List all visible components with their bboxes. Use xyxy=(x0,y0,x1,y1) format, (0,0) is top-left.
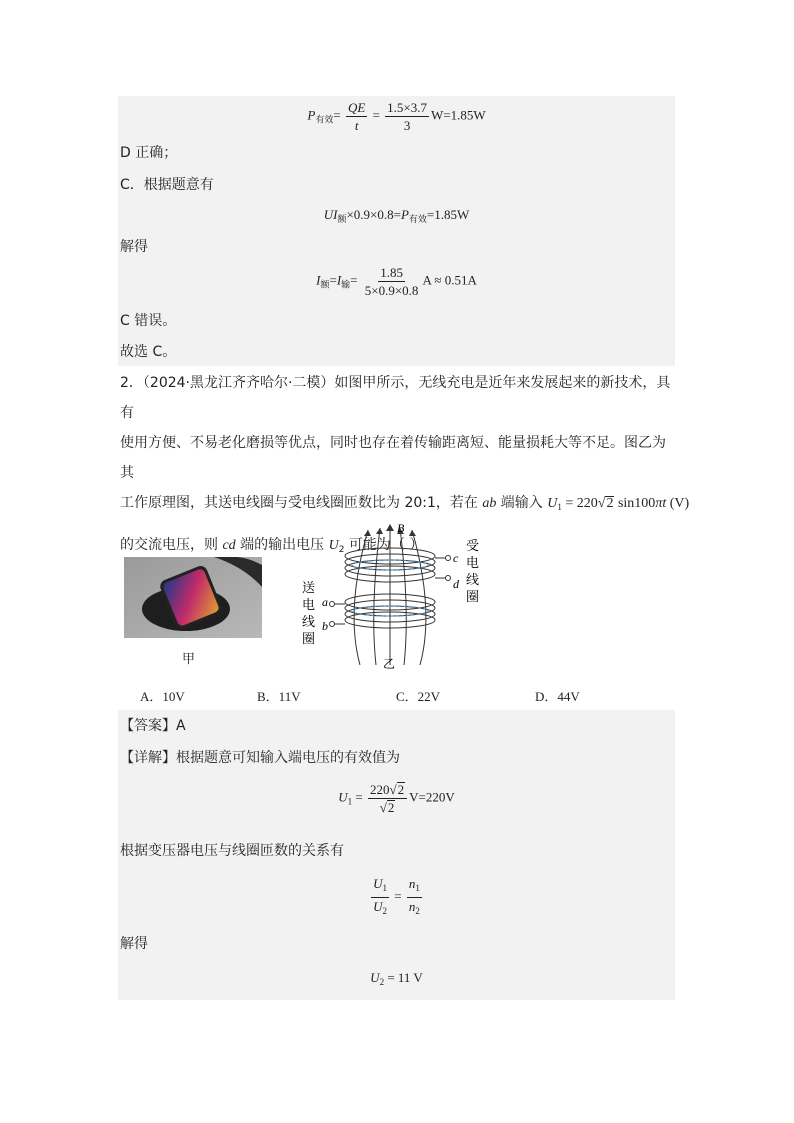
svg-text:电: 电 xyxy=(466,556,480,571)
svg-text:电: 电 xyxy=(302,598,316,613)
formula-current: $I_额=I_输=$ $\frac{1.85}{5\times 0.9\times 0.8}$ A ≈ 0.51A xyxy=(316,265,477,298)
d-correct-text: D 正确； xyxy=(120,145,178,161)
svg-text:c: c xyxy=(453,551,459,565)
svg-text:线: 线 xyxy=(466,573,480,588)
svg-text:乙: 乙 xyxy=(383,657,396,670)
svg-text:圈: 圈 xyxy=(302,632,316,647)
answer-line: 【答案】A xyxy=(120,718,186,734)
formula-u2: $U_2 = 11$ V xyxy=(370,970,423,987)
svg-text:线: 线 xyxy=(302,615,316,630)
svg-text:b: b xyxy=(322,619,328,633)
solve-text-1: 解得 xyxy=(120,239,148,255)
question-2-line-3: 工作原理图，其送电线圈与受电线圈匝数比为 20:1，若在 ab 端输入 $U_1 = 220√2$ sin100πt (V) xyxy=(120,495,690,512)
option-c[interactable]: C．22V xyxy=(396,689,441,704)
c-wrong-text: C 错误。 xyxy=(120,313,177,329)
question-2-line-2: 使用方便、不易老化磨损等优点，同时也存在着传输距离短、能量损耗大等不足。图乙为其 xyxy=(120,435,666,481)
svg-text:d: d xyxy=(453,577,459,591)
figure-yi-diagram xyxy=(290,520,490,670)
formula-ratio: $\frac{U_1}{U_2}$ = $\frac{n_1}{n_2}$ xyxy=(373,876,420,916)
option-d[interactable]: D．44V xyxy=(535,689,580,704)
choose-text: 故选 C。 xyxy=(120,344,177,360)
c-intro-text: C．根据题意有 xyxy=(120,177,214,193)
relation-text: 根据变压器电压与线圈匝数的关系有 xyxy=(120,843,344,859)
svg-text:受: 受 xyxy=(466,539,480,554)
question-2-line-4: 的交流电压，则 cd 端的输出电压 $U_2$ 可能为（ ） xyxy=(120,537,424,555)
svg-text:圈: 圈 xyxy=(466,590,480,605)
solve-text-2: 解得 xyxy=(120,936,148,952)
formula-power: $P_{有效}=$ $\frac{QE}{t}$ = $\frac{1.5\times 3.7}{3}$ W=1.85W xyxy=(307,100,486,133)
option-a[interactable]: A．10V xyxy=(140,689,185,704)
solution-block-top xyxy=(118,96,675,366)
figure-jia-label: 甲 xyxy=(182,652,196,667)
figure-jia-photo xyxy=(124,557,262,638)
svg-text:a: a xyxy=(322,595,328,609)
question-2-line-1: 2．（2024·黑龙江齐齐哈尔·二模）如图甲所示，无线充电是近年来发展起来的新技术，具有 xyxy=(120,375,671,421)
detail-line: 【详解】根据题意可知输入端电压的有效值为 xyxy=(120,750,400,766)
formula-ui: $UI_额\times 0.9\times 0.8=P_{有效}=1.85W$ xyxy=(323,207,470,224)
formula-u1: $U_1$ = $\frac{220√2}{√2}$ V=220V xyxy=(338,782,455,815)
option-b[interactable]: B．11V xyxy=(257,689,301,704)
svg-text:B: B xyxy=(397,521,405,535)
svg-text:送: 送 xyxy=(302,581,316,596)
